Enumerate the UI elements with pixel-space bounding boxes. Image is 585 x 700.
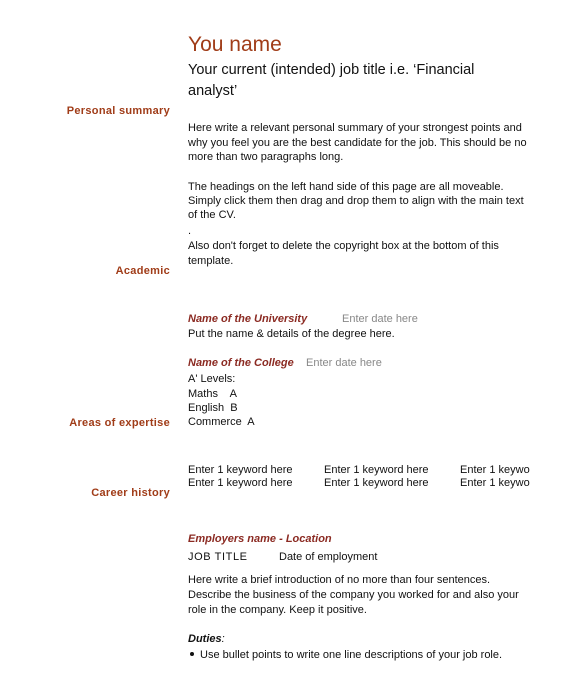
- keyword-cell: Enter 1 keyword here: [324, 477, 429, 489]
- level-english: English B: [188, 402, 238, 414]
- duty-bullet: [188, 649, 502, 661]
- summary-paragraph-2-line-1: The headings on the left hand side of this page are all moveable.: [188, 181, 504, 193]
- career-intro-line-1: Here write a brief introduction of no more than four sentences.: [188, 574, 491, 586]
- university-name: Name of the University: [188, 313, 308, 325]
- career-intro-line-2: Describe the business of the company you worked for and also your: [188, 589, 519, 601]
- bullet-icon: [190, 652, 194, 656]
- section-academic: Academic: [115, 265, 170, 277]
- cv-job-title: Your current (intended) job title i.e. ‘Financial analyst’: [188, 62, 475, 99]
- employer-location: Employers name - Location: [188, 533, 332, 545]
- duties-heading: [188, 632, 225, 647]
- summary-paragraph-2-line-3: of the CV.: [188, 209, 236, 221]
- college-name: Name of the College: [188, 357, 294, 369]
- duty-text: Use bullet points to write one line descriptions of your job role.: [200, 649, 503, 661]
- keyword-cell: Enter 1 keyword here: [188, 464, 293, 476]
- cv-name: You name: [188, 33, 282, 56]
- keyword-cell: Enter 1 keyword here: [324, 464, 429, 476]
- university-date: Enter date here: [342, 313, 418, 325]
- keyword-cell: Enter 1 keywo: [460, 477, 530, 489]
- duties-colon: :: [221, 633, 225, 645]
- duties-label: Duties: [188, 633, 222, 645]
- section-personal-summary: Personal summary: [66, 105, 170, 117]
- keyword-cell: Enter 1 keywo: [460, 464, 530, 476]
- section-career-history: Career history: [91, 487, 170, 499]
- summary-paragraph-3: Also don't forget to delete the copyright box at the bottom of this template.: [188, 240, 499, 267]
- career-intro-line-3: role in the company. Keep it positive.: [188, 604, 367, 616]
- keyword-cell: Enter 1 keyword here: [188, 477, 293, 489]
- summary-paragraph-2-line-2: Simply click them then drag and drop them to align with the main text: [188, 195, 524, 207]
- university-details: Put the name & details of the degree here.: [188, 328, 395, 340]
- levels-heading: A' Levels:: [188, 373, 236, 385]
- college-date: Enter date here: [306, 357, 382, 369]
- section-areas-of-expertise: Areas of expertise: [69, 417, 170, 429]
- level-commerce: Commerce A: [188, 416, 255, 428]
- employment-date: Date of employment: [279, 551, 378, 563]
- level-maths: Maths A: [188, 388, 237, 400]
- career-job-title: JOB TITLE: [188, 551, 248, 563]
- summary-paragraph-1: Here write a relevant personal summary of your strongest points and why you feel you are the best candidate for the job. This should be no more than two paragraphs long.: [188, 122, 527, 164]
- summary-dot: .: [188, 225, 192, 237]
